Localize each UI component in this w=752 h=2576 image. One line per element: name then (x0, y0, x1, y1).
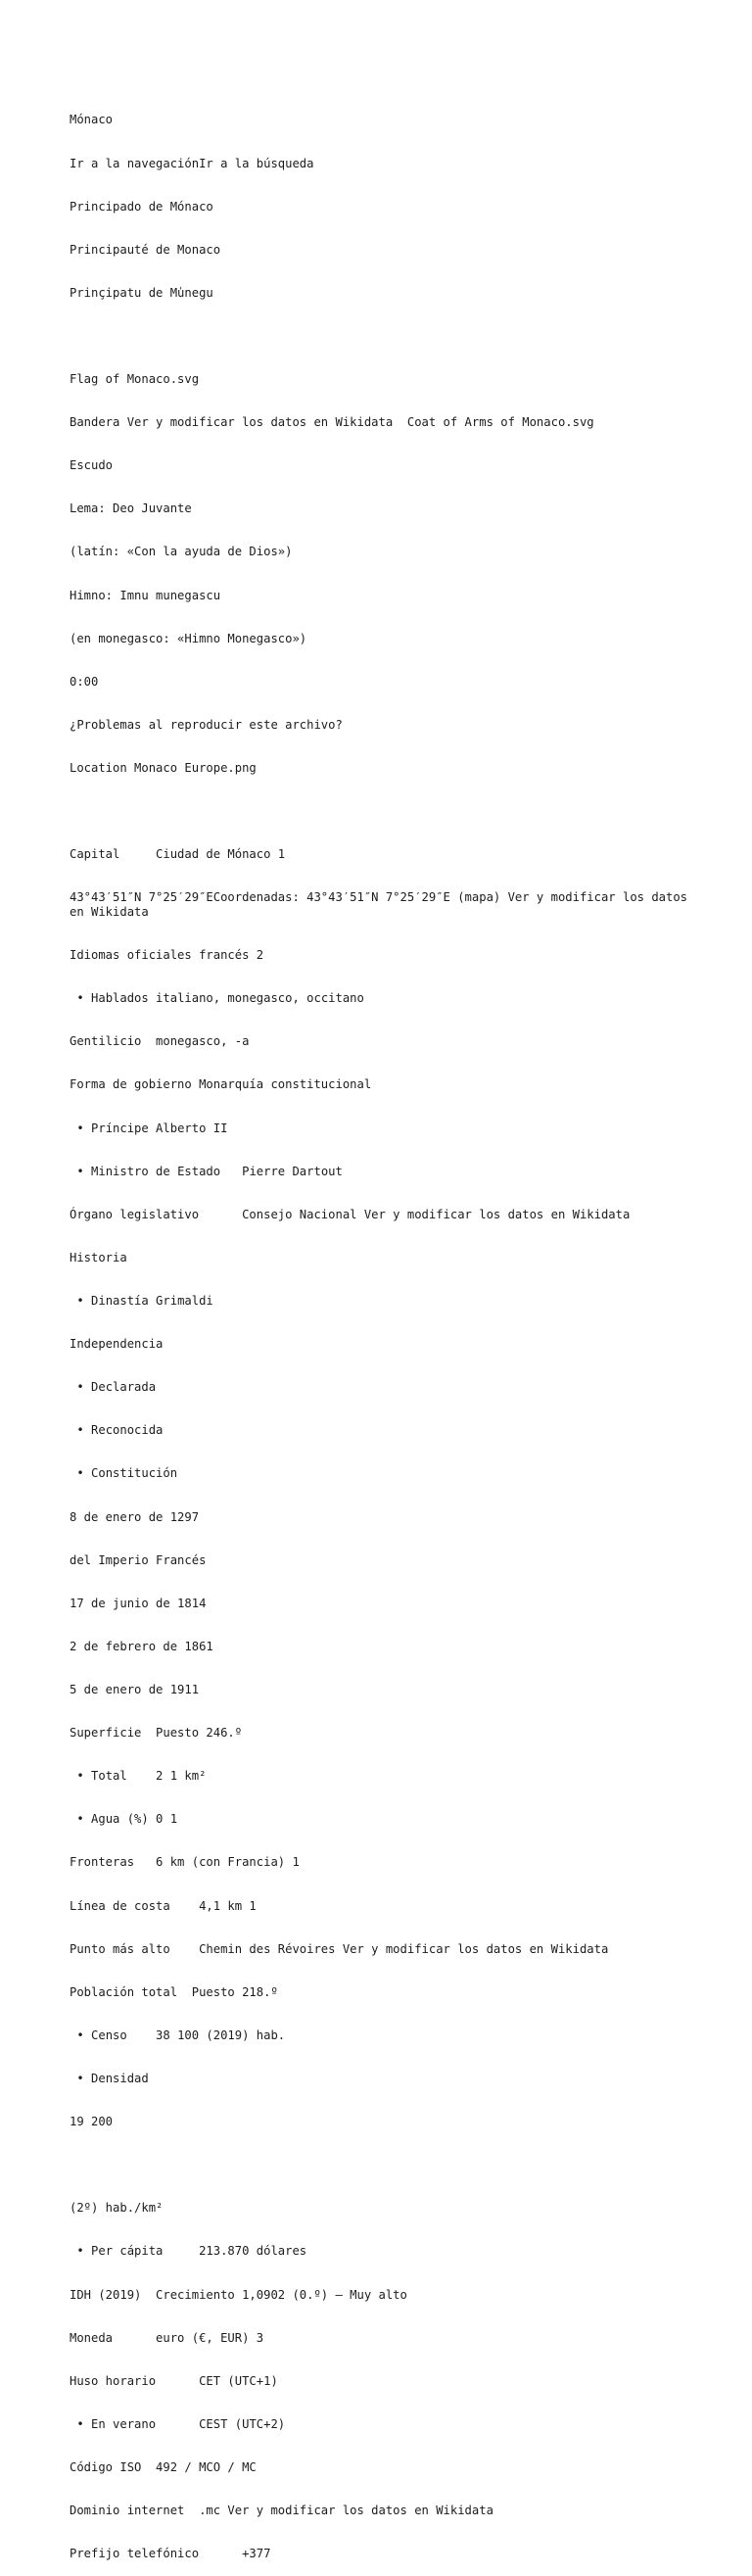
infobox-capital: Capital Ciudad de Mónaco 1 (70, 847, 286, 862)
infobox-iso-code: Código ISO 492 / MCO / MC (70, 2459, 257, 2474)
infobox-date: 5 de enero de 1911 (70, 1683, 200, 1697)
infobox-constitution: • Constitución (70, 1466, 178, 1481)
anthem-translation: (en monegasco: «Himno Monegasco») (70, 631, 307, 645)
flag-caption[interactable]: Bandera Ver y modificar los datos en Wikidata Coat of Arms of Monaco.svg (70, 415, 594, 430)
infobox-per-capita: • Per cápita 213.870 dólares (70, 2244, 307, 2259)
infobox-density-value: 19 200 (70, 2115, 114, 2129)
infobox-independence: Independencia (70, 1337, 164, 1352)
official-name-spanish: Principado de Mónaco (70, 199, 213, 214)
infobox-area-total: • Total 2 1 km² (70, 1769, 207, 1784)
infobox-legislature[interactable]: Órgano legislativo Consejo Nacional Ver y modificar los datos en Wikidata (70, 1207, 631, 1221)
article-text (70, 84, 696, 2576)
infobox-date: 8 de enero de 1297 (70, 1509, 200, 1524)
infobox-summer-time: • En verano CEST (UTC+2) (70, 2416, 286, 2431)
infobox-area-water: • Agua (%) 0 1 (70, 1812, 178, 1827)
motto: Lema: Deo Juvante (70, 501, 192, 516)
infobox-minister: • Ministro de Estado Pierre Dartout (70, 1164, 343, 1178)
official-name-french: Principauté de Monaco (70, 242, 221, 257)
infobox-date: 2 de febrero de 1861 (70, 1639, 213, 1653)
official-name-monegasque: Prinçipatu de Mu̍negu (70, 285, 213, 300)
infobox-area: Superficie Puesto 246.º (70, 1726, 243, 1741)
location-map-alt[interactable]: Location Monaco Europe.png (70, 761, 257, 776)
infobox-prince: • Príncipe Alberto II (70, 1121, 228, 1135)
infobox-government: Forma de gobierno Monarquía constitucional (70, 1077, 372, 1092)
infobox-phone-prefix: Prefijo telefónico +377 (70, 2547, 271, 2561)
infobox-density-unit: (2º) hab./km² (70, 2201, 164, 2216)
infobox-internet-domain[interactable]: Dominio internet .mc Ver y modificar los datos en Wikidata (70, 2504, 494, 2518)
audio-time: 0:00 (70, 674, 99, 689)
infobox-declared: • Declarada (70, 1380, 157, 1395)
infobox-timezone: Huso horario CET (UTC+1) (70, 2373, 278, 2388)
infobox-coastline: Línea de costa 4,1 km 1 (70, 1898, 257, 1913)
infobox-currency: Moneda euro (€, EUR) 3 (70, 2330, 264, 2345)
infobox-spoken-languages: • Hablados italiano, monegasco, occitano (70, 991, 364, 1006)
infobox-coordinates[interactable]: 43°43′51″N 7°25′29″ECoordenadas: 43°43′51″N 7°25′29″E (mapa) Ver y modificar los datos en Wikidata (70, 890, 695, 920)
infobox-recognized: • Reconocida (70, 1423, 164, 1438)
motto-translation: (latín: «Con la ayuda de Dios») (70, 545, 293, 559)
page-title: Mónaco (70, 113, 114, 127)
infobox-highest-point[interactable]: Punto más alto Chemin des Révoires Ver y modificar los datos en Wikidata (70, 1941, 609, 1956)
blank-line (70, 2158, 696, 2172)
infobox-population: Población total Puesto 218.º (70, 1984, 278, 1999)
infobox-demonym: Gentilicio monegasco, -a (70, 1034, 250, 1049)
infobox-history: Historia (70, 1250, 127, 1264)
audio-help-link[interactable]: ¿Problemas al reproducir este archivo? (70, 717, 343, 732)
flag-image-alt[interactable]: Flag of Monaco.svg (70, 372, 200, 387)
infobox-hdi: IDH (2019) Crecimiento 1,0902 (0.º) – Muy alto (70, 2287, 407, 2302)
blank-line (70, 329, 696, 344)
infobox-density: • Densidad (70, 2072, 149, 2085)
infobox-official-languages: Idiomas oficiales francés 2 (70, 948, 264, 963)
infobox-dynasty: • Dinastía Grimaldi (70, 1294, 213, 1309)
coat-of-arms-caption: Escudo (70, 458, 114, 473)
blank-line (70, 804, 696, 819)
infobox-date: 17 de junio de 1814 (70, 1596, 207, 1610)
skip-links[interactable]: Ir a la navegaciónIr a la búsqueda (70, 156, 314, 170)
infobox-borders: Fronteras 6 km (con Francia) 1 (70, 1855, 300, 1870)
infobox-census: • Censo 38 100 (2019) hab. (70, 2027, 286, 2042)
anthem: Himno: Imnu munegascu (70, 588, 221, 602)
infobox-from-empire: del Imperio Francés (70, 1552, 207, 1567)
